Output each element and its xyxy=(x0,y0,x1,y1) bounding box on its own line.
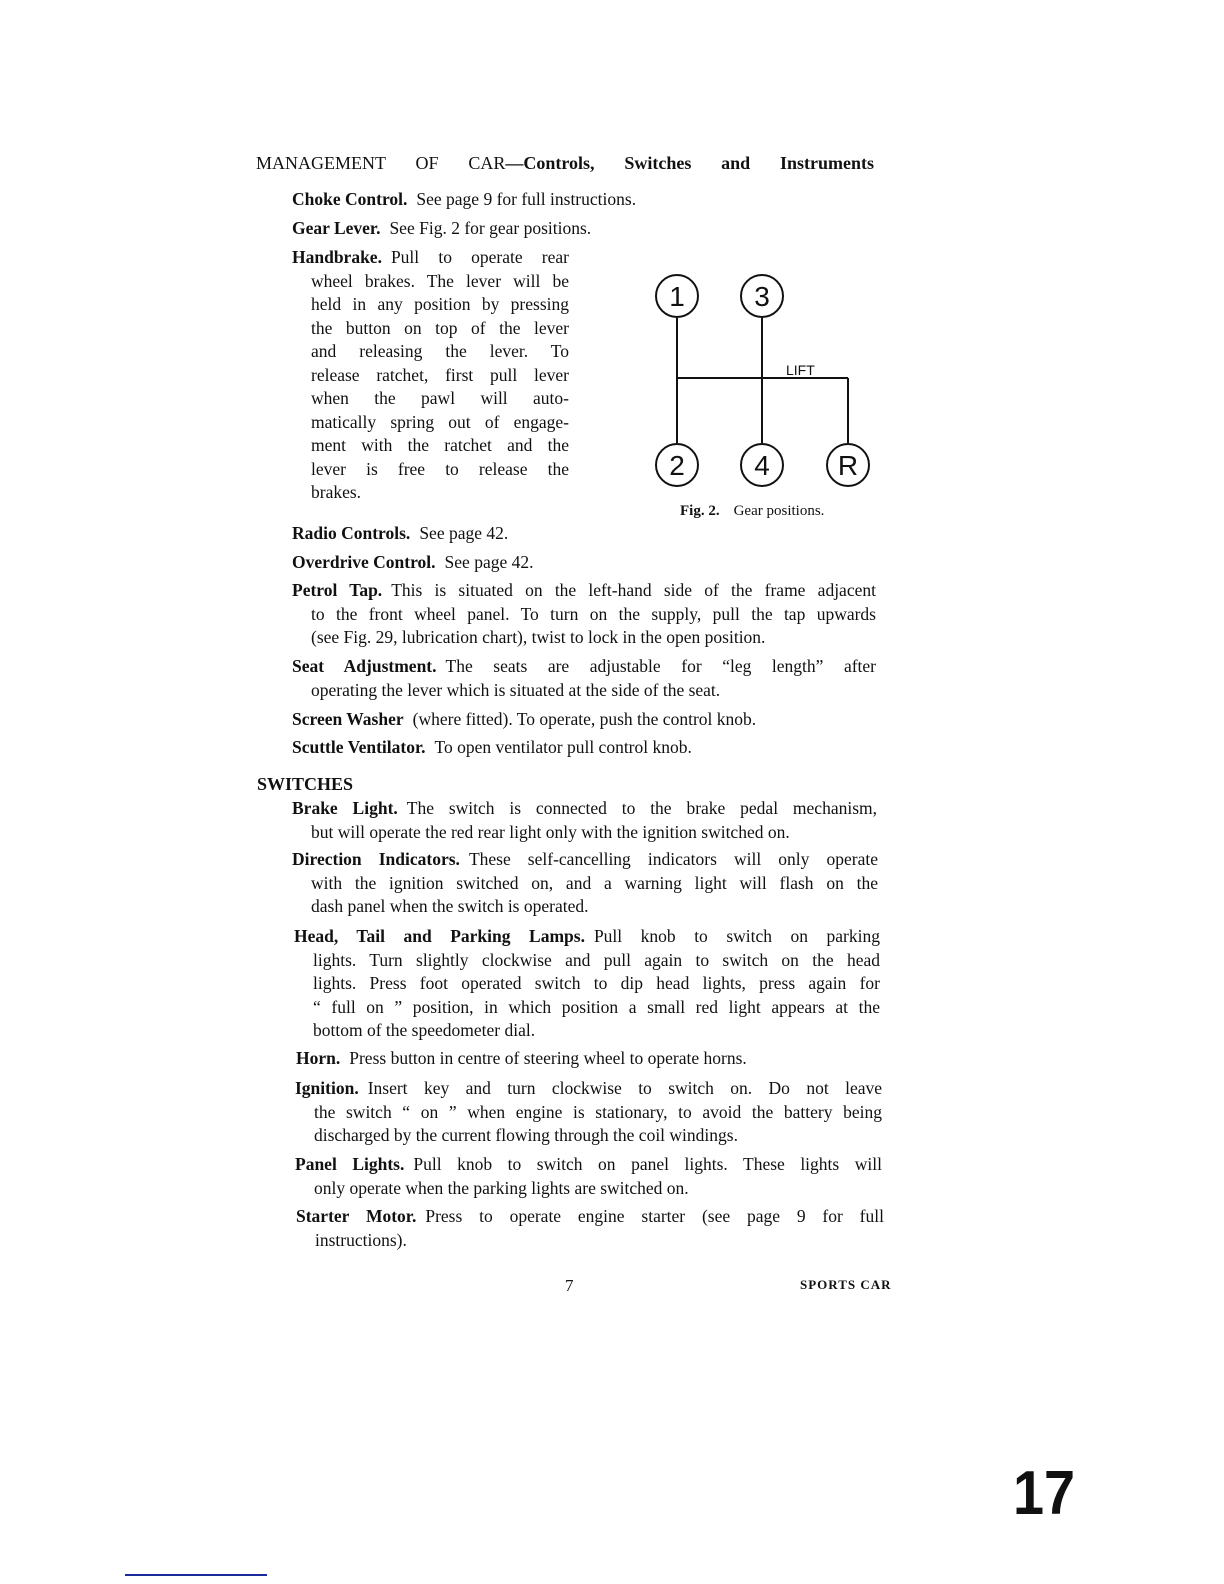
entry-title: Brake Light. xyxy=(292,798,398,818)
entry-title: Screen Washer xyxy=(292,709,404,729)
gear-position-3 xyxy=(741,275,783,317)
entry-title: Seat Adjustment. xyxy=(292,656,437,676)
gear-label: R xyxy=(837,450,859,481)
entry-horn xyxy=(296,1047,836,1071)
gear-position-2 xyxy=(656,444,698,486)
entry-brake-light xyxy=(292,797,877,844)
entry-line xyxy=(292,317,569,341)
gear-position-r xyxy=(827,444,869,486)
entry-text: bottom of the speedometer dial. xyxy=(313,1020,536,1040)
entry-text: when the pawl will auto- xyxy=(311,388,569,408)
entry-text: Pull knob to switch on panel lights. These lights will xyxy=(413,1154,882,1174)
blue-rule-divider xyxy=(125,1574,267,1576)
figure-caption-label: Fig. 2. xyxy=(680,503,720,519)
entry-text: (where fitted). To operate, push the control knob. xyxy=(412,709,757,729)
entry-title: Radio Controls. xyxy=(292,523,411,543)
entry-line xyxy=(292,736,782,760)
entry-text: See page 42. xyxy=(419,523,509,543)
entry-text: These self-cancelling indicators will only operate xyxy=(468,849,879,869)
figure-caption xyxy=(680,503,824,520)
entry-choke-control xyxy=(292,188,697,212)
entry-line xyxy=(294,996,880,1020)
entry-line xyxy=(295,1153,882,1177)
entry-title: Choke Control. xyxy=(292,189,408,209)
entry-line xyxy=(292,872,878,896)
entry-text: dash panel when the switch is operated. xyxy=(311,896,589,916)
entry-title: Horn. xyxy=(296,1048,341,1068)
entry-head-tail-and-parking-lamps xyxy=(294,925,880,1043)
gear-label: 4 xyxy=(754,450,770,481)
entry-text: the switch “ on ” when engine is stationary, to avoid the battery being xyxy=(314,1101,882,1122)
entry-starter-motor xyxy=(296,1205,884,1252)
entry-line xyxy=(292,217,657,241)
entry-line xyxy=(292,270,569,294)
entry-line xyxy=(292,655,876,679)
entry-line xyxy=(292,679,876,703)
entry-text: to the front wheel panel. To turn on the supply, pull the tap upwards xyxy=(311,603,876,624)
header-subtitle: —Controls, Switches and Instruments xyxy=(505,153,875,173)
entry-text: Press to operate engine starter (see page 9 for full xyxy=(425,1206,884,1226)
entry-line xyxy=(292,458,569,482)
entry-text: matically spring out of engage- xyxy=(311,411,569,432)
entry-line xyxy=(292,340,569,364)
entry-text: lever is free to release the xyxy=(311,458,569,479)
entry-line xyxy=(292,848,878,872)
entry-text: To open ventilator pull control knob. xyxy=(434,737,692,757)
entry-line xyxy=(292,481,569,505)
entry-text: See page 42. xyxy=(444,552,534,572)
gear-position-4 xyxy=(741,444,783,486)
entry-text: lights. Turn slightly clockwise and pull again to switch on the head xyxy=(313,949,880,970)
gear-position-1 xyxy=(656,275,698,317)
entry-scuttle-ventilator xyxy=(292,736,782,760)
entry-text: See page 9 for full instructions. xyxy=(416,189,637,209)
entry-line xyxy=(296,1047,836,1071)
entry-text: instructions). xyxy=(315,1229,407,1250)
switches-heading: SWITCHES xyxy=(257,774,354,794)
entry-text: brakes. xyxy=(311,482,362,502)
entry-line xyxy=(292,797,877,821)
entry-text: only operate when the parking lights are switched on. xyxy=(314,1177,689,1198)
entry-text: held in any position by pressing xyxy=(311,294,569,314)
entry-line xyxy=(295,1077,882,1101)
entry-line xyxy=(292,626,876,650)
entry-line xyxy=(294,949,880,973)
gear-diagram xyxy=(640,260,890,500)
entry-text: lights. Press foot operated switch to dip head lights, press again for xyxy=(313,973,880,993)
entry-line xyxy=(292,579,876,603)
entry-line xyxy=(295,1124,882,1148)
entry-seat-adjustment xyxy=(292,655,876,702)
entry-title: Scuttle Ventilator. xyxy=(292,737,426,757)
entry-handbrake xyxy=(292,246,569,505)
entry-panel-lights xyxy=(295,1153,882,1200)
entry-text: Press button in centre of steering wheel to operate horns. xyxy=(349,1048,747,1068)
entry-title: Overdrive Control. xyxy=(292,552,436,572)
entry-line xyxy=(292,522,562,546)
entry-petrol-tap xyxy=(292,579,876,650)
entry-line xyxy=(292,387,569,411)
entry-line xyxy=(292,603,876,627)
entry-text: Pull knob to switch on parking xyxy=(593,926,880,946)
entry-text: Insert key and turn clockwise to switch on. Do not leave xyxy=(367,1078,882,1098)
entry-line xyxy=(292,821,877,845)
entry-line xyxy=(292,411,569,435)
entry-text: wheel brakes. The lever will be xyxy=(311,270,569,291)
entry-text: (see Fig. 29, lubrication chart), twist to lock in the open position. xyxy=(311,627,766,647)
gear-label: 1 xyxy=(669,281,685,312)
entry-line xyxy=(296,1205,884,1229)
entry-title: Starter Motor. xyxy=(296,1206,417,1226)
page-number: 7 xyxy=(565,1276,574,1295)
entry-text: The seats are adjustable for “leg length” after xyxy=(445,656,876,676)
entry-title: Handbrake. xyxy=(292,247,382,267)
entry-text: Pull to operate rear xyxy=(390,247,569,267)
entry-line xyxy=(295,1177,882,1201)
entry-line xyxy=(292,364,569,388)
page-header xyxy=(256,153,874,174)
entry-line xyxy=(292,293,569,317)
gear-label: 3 xyxy=(754,281,770,312)
entry-line xyxy=(294,1019,880,1043)
entry-text: and releasing the lever. To xyxy=(311,341,569,361)
entry-line xyxy=(295,1101,882,1125)
entry-ignition xyxy=(295,1077,882,1148)
entry-text: The switch is connected to the brake pedal mechanism, xyxy=(406,798,877,818)
gear-label: 2 xyxy=(669,450,685,481)
entry-text: “ full on ” position, in which position a small red light appears at the xyxy=(313,996,880,1017)
entry-text: operating the lever which is situated at the side of the seat. xyxy=(311,679,721,700)
header-section: MANAGEMENT OF CAR xyxy=(256,153,506,173)
entry-line xyxy=(292,188,697,212)
entry-text: release ratchet, first pull lever xyxy=(311,364,569,385)
entry-line xyxy=(292,434,569,458)
entry-radio-controls xyxy=(292,522,562,546)
entry-title: Ignition. xyxy=(295,1078,359,1098)
entry-line xyxy=(292,708,878,732)
lift-label: LIFT xyxy=(786,362,815,378)
entry-gear-lever xyxy=(292,217,657,241)
entry-text: This is situated on the left-hand side of the frame adjacent xyxy=(391,580,876,600)
entry-text: See Fig. 2 for gear positions. xyxy=(389,218,592,238)
entry-title: Head, Tail and Parking Lamps. xyxy=(294,926,585,946)
footer-title: SPORTS CAR xyxy=(800,1277,892,1292)
entry-title: Direction Indicators. xyxy=(292,849,460,869)
entry-text: with the ignition switched on, and a warning light will flash on the xyxy=(311,872,878,893)
entry-text: ment with the ratchet and the xyxy=(311,435,569,455)
sheet-number: 17 xyxy=(1013,1459,1076,1528)
entry-line xyxy=(292,895,878,919)
entry-line xyxy=(294,925,880,949)
entry-title: Petrol Tap. xyxy=(292,580,383,600)
entry-title: Panel Lights. xyxy=(295,1154,405,1174)
entry-screen-washer xyxy=(292,708,878,732)
entry-line xyxy=(292,551,592,575)
entry-line xyxy=(296,1229,884,1253)
entry-title: Gear Lever. xyxy=(292,218,381,238)
entry-line xyxy=(292,246,569,270)
entry-direction-indicators xyxy=(292,848,878,919)
entry-overdrive-control xyxy=(292,551,592,575)
entry-line xyxy=(294,972,880,996)
figure-caption-text: Gear positions. xyxy=(733,503,825,519)
entry-text: the button on top of the lever xyxy=(311,317,569,338)
entry-text: discharged by the current flowing through the coil windings. xyxy=(314,1125,738,1145)
entry-text: but will operate the red rear light only with the ignition switched on. xyxy=(311,821,790,842)
